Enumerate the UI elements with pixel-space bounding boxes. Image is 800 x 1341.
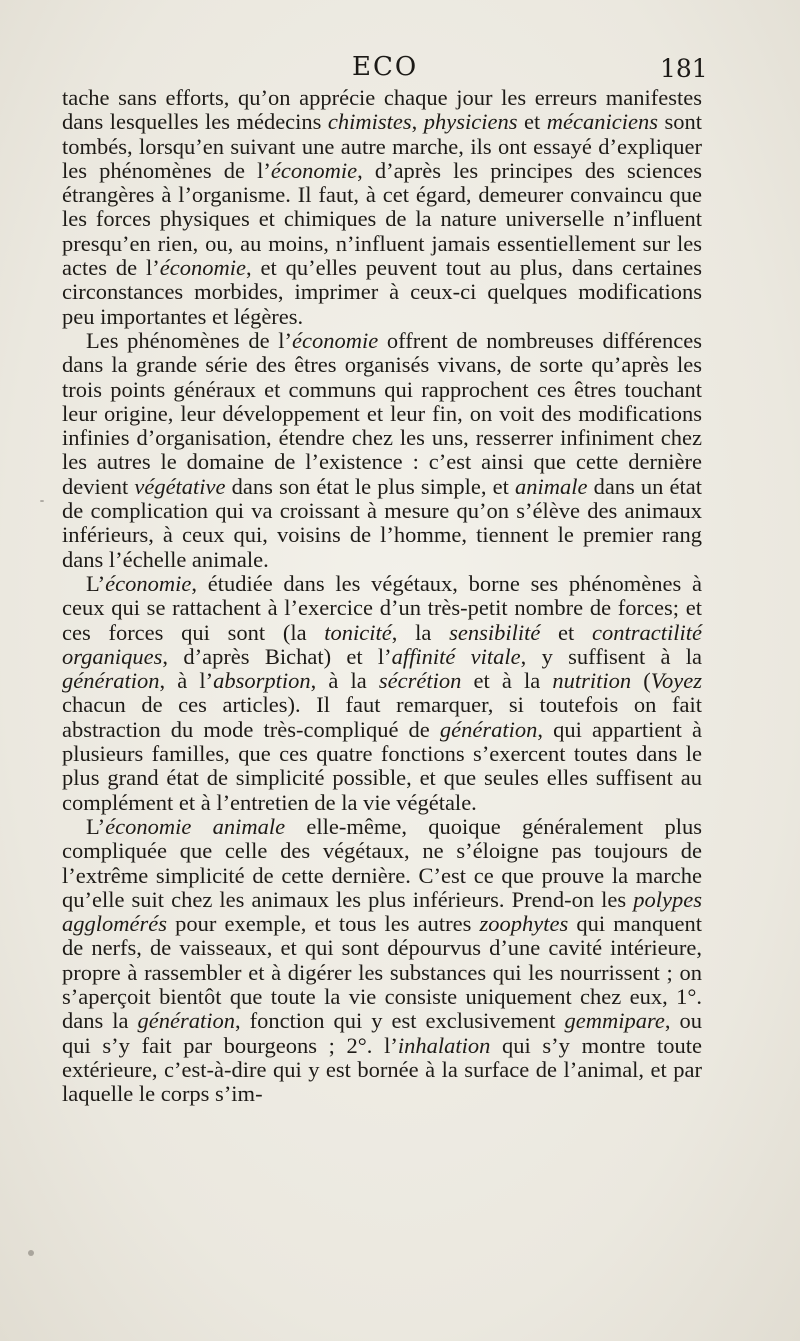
text-run: , ou qui s’y fait par bourgeons ; 2°. l’	[62, 1008, 703, 1058]
text-run: , d’après Bichat) et l’	[162, 643, 392, 669]
paragraph	[62, 815, 702, 1107]
text-run: et	[540, 619, 593, 645]
text-run: , à la	[310, 668, 379, 694]
italic-term: nutrition	[552, 668, 632, 694]
text-run: pour exemple, et tous les autres	[167, 911, 480, 937]
italic-term: animale	[514, 473, 588, 499]
text-run: , et qu’elles peuvent tout au plus, dans certaines circonstances morbides, imprimer à ceux-ci quelques modifications peu importantes et légères.	[62, 255, 703, 329]
italic-term: économie	[105, 570, 192, 596]
text-run: tache sans efforts, qu’on apprécie chaque jour les erreurs manifestes dans lesquelles les médecins	[62, 85, 702, 135]
italic-term: sécrétion	[378, 668, 462, 694]
italic-term: génération	[439, 716, 538, 742]
ink-spot	[28, 1250, 34, 1256]
paragraph	[62, 572, 702, 815]
text-run: qui manquent de nerfs, de vaisseaux, et qui sont dépourvus d’une cavité intérieure, propre à rassembler et à digérer les substances qui les nourrissent ; on s’aperçoit bientôt que toute la vie consiste uniquement chez eux, 1°. dans la	[62, 911, 702, 1034]
text-run: , d’après les principes des sciences étrangères à l’organisme. Il faut, à cet égard, demeurer convaincu que les forces physiques et chimiques de la nature universelle n’influent presqu’en rien, ou, au moins, n’influent jamais essentiellement sur les actes de l’	[62, 157, 702, 281]
text-run: Les phénomènes de l’	[86, 327, 292, 353]
italic-term: mécaniciens	[546, 109, 658, 135]
italic-term: inhalation	[397, 1032, 491, 1058]
page-number: 181	[660, 54, 708, 83]
text-run: , qui appartient à plusieurs familles, que ces quatre fonctions s’exercent toutes dans le plus grand état de simplicité possible, et que seules elles suffisent au complément et à l’entretien de la vie végétale.	[62, 716, 702, 815]
running-head	[0, 52, 800, 84]
italic-term: tonicité	[324, 619, 392, 645]
italic-term: chimistes	[327, 109, 412, 135]
text-run: offrent de nombreuses différences dans la grande série des êtres organisés vivans, de sorte qu’après les trois points généraux et communs qui rapprochent ces êtres touchant leur origine, leur développement et leur fin, on voit des modifications infinies d’organisation, étendre chez les uns, resserrer infiniment chez les autres le domaine de l’existence : c’est ainsi que cette dernière devient	[62, 327, 702, 499]
italic-term: sensibilité	[449, 619, 541, 645]
running-title: ECO	[352, 52, 419, 82]
body-text	[62, 86, 702, 1106]
text-run: , fonction qui y est exclusivement	[234, 1008, 565, 1034]
text-run: qui s’y montre toute extérieure, c’est-à-dire qui y est bornée à la surface de l’animal, et par laquelle le corps s’im-	[62, 1032, 702, 1107]
text-run: L’	[86, 813, 106, 839]
italic-term: végétative	[134, 473, 226, 499]
text-run: (	[631, 668, 651, 694]
italic-term: absorption	[213, 668, 311, 694]
text-run: dans son état le plus simple, et	[225, 473, 515, 499]
text-run: elle-même, quoique généralement plus compliquée que celle des végétaux, ne s’éloigne pas toujours de l’extrême simplicité de cette dernière. C’est ce que prouve la marche qu’elle suit chez les animaux les plus inférieurs. Prend-on les	[62, 813, 702, 912]
italic-term: Voyez	[650, 668, 702, 694]
text-run: , étudiée dans les végétaux, borne ses phénomènes à ceux qui se rattachent à l’exercice d’un très-petit nombre de forces; et ces forces qui sont (la	[62, 570, 702, 645]
italic-term: génération	[62, 668, 160, 694]
italic-term: contractilité organiques	[62, 619, 702, 669]
italic-term: économie	[291, 327, 379, 353]
text-run: sont tombés, lorsqu’en suivant une autre marche, ils ont essayé d’expliquer les phénomènes de l’	[62, 109, 702, 183]
text-run: L’	[86, 570, 106, 596]
italic-term: polypes agglomérés	[62, 886, 702, 937]
text-run: et à la	[461, 668, 553, 694]
italic-term: économie animale	[105, 813, 286, 839]
paragraph	[62, 86, 702, 329]
text-run: , à l’	[159, 668, 214, 694]
text-run: , la	[391, 619, 450, 645]
text-run: , y suffisent à la	[520, 643, 702, 669]
text-run: et	[517, 109, 547, 135]
paragraph	[62, 329, 702, 572]
ink-spot	[40, 500, 44, 502]
italic-term: économie	[270, 157, 358, 183]
italic-term: économie	[159, 255, 246, 281]
italic-term: gemmipare	[564, 1008, 665, 1034]
italic-term: affinité vitale	[391, 643, 521, 669]
text-run: chacun de ces articles). Il faut remarquer, si toutefois on fait abstraction du mode très-compliqué de	[62, 692, 702, 742]
italic-term: physiciens	[423, 109, 518, 135]
italic-term: zoophytes	[479, 911, 569, 937]
text-run: dans un état de complication qui va croissant à mesure qu’on s’élève des animaux inférieurs, à ceux qui, voisins de l’homme, tiennent le premier rang dans l’échelle animale.	[62, 473, 703, 572]
italic-term: génération	[137, 1008, 235, 1034]
text-run: ,	[411, 109, 424, 135]
